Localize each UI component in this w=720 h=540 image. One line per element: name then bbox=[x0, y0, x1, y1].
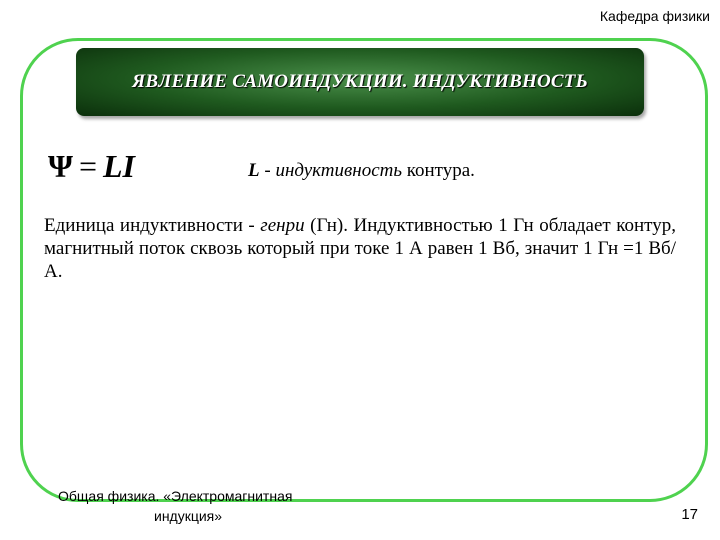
definition-dash: - bbox=[259, 160, 276, 181]
formula-rhs: LI bbox=[103, 148, 135, 184]
footer-line1: Общая физика. «Электромагнитная bbox=[58, 488, 293, 504]
page-number: 17 bbox=[681, 506, 698, 523]
definition-term: индуктивность bbox=[275, 160, 402, 181]
unit-paragraph bbox=[44, 214, 676, 283]
definition-symbol: L bbox=[248, 160, 260, 181]
paragraph-part1: Единица индуктивности - bbox=[44, 215, 261, 236]
slide-title: ЯВЛЕНИЕ САМОИНДУКЦИИ. ИНДУКТИВНОСТЬ bbox=[132, 71, 588, 92]
paragraph-part2: (Гн). Индуктивностью 1 Гн обладает контур, магнитный поток сквозь который при токе 1 А равен 1 Вб, значит 1 Гн =1 Вб/А. bbox=[44, 215, 676, 282]
formula-equals: = bbox=[78, 148, 97, 184]
unit-name: генри bbox=[260, 215, 305, 236]
course-footer bbox=[58, 486, 358, 526]
department-label: Кафедра физики bbox=[599, 8, 710, 24]
title-banner bbox=[76, 48, 644, 116]
formula-lhs: Ψ bbox=[48, 148, 73, 184]
flux-formula bbox=[48, 148, 135, 185]
definition-rest: контура. bbox=[402, 160, 475, 181]
footer-line2: индукция» bbox=[154, 508, 223, 524]
inductance-definition bbox=[248, 160, 475, 182]
